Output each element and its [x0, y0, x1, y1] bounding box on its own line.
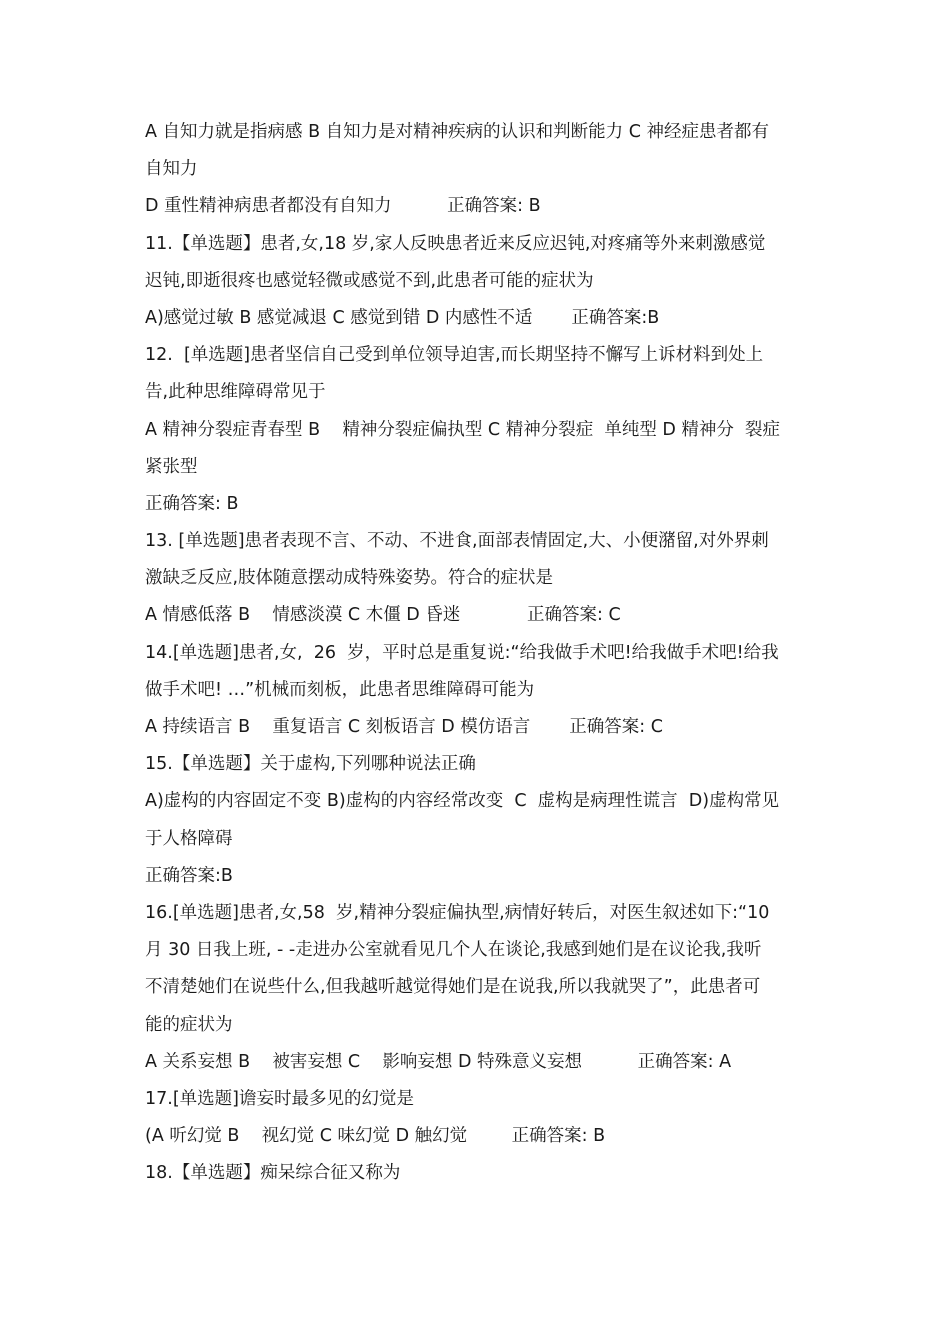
text-line: 11.【单选题】患者,女,18 岁,家人反映患者近来反应迟钝,对疼痛等外来刺激感觉: [145, 233, 766, 254]
text-line: A)感觉过敏 B 感觉减退 C 感觉到错 D 内感性不适 正确答案:B: [145, 307, 660, 328]
text-line: A 精神分裂症青春型 B 精神分裂症偏执型 C 精神分裂症 单纯型 D 精神分 裂症: [145, 419, 781, 440]
text-line: A 关系妄想 B 被害妄想 C 影响妄想 D 特殊意义妄想 正确答案: A: [145, 1051, 732, 1072]
text-line: 迟钝,即逝很疼也感觉轻微或感觉不到,此患者可能的症状为: [145, 270, 594, 291]
text-line: 紧张型: [145, 456, 198, 477]
text-line: A 情感低落 B 情感淡漠 C 木僵 D 昏迷 正确答案: C: [145, 605, 621, 626]
text-line: 12. [单选题]患者坚信自己受到单位领导迫害,而长期坚持不懈写上诉材料到处上: [145, 345, 764, 366]
text-line: (A 听幻觉 B 视幻觉 C 味幻觉 D 触幻觉 正确答案: B: [145, 1126, 606, 1147]
text-line: 17.[单选题]谵妄时最多见的幻觉是: [145, 1088, 414, 1109]
text-line: 不清楚她们在说些什么,但我越听越觉得她们是在说我,所以我就哭了”，此患者可: [145, 977, 761, 998]
text-line: 18.【单选题】痴呆综合征又称为: [145, 1163, 401, 1184]
text-line: 正确答案: B: [145, 493, 239, 514]
text-line: 正确答案:B: [145, 865, 233, 886]
text-line: 15.【单选题】关于虚构,下列哪种说法正确: [145, 754, 476, 775]
text-line: 16.[单选题]患者,女,58 岁,精神分裂症偏执型,病情好转后，对医生叙述如下:“10: [145, 902, 770, 923]
text-line: 激缺乏反应,肢体随意摆动成特殊姿势。符合的症状是: [145, 568, 554, 589]
text-line: A 持续语言 B 重复语言 C 刻板语言 D 模仿语言 正确答案: C: [145, 717, 663, 737]
text-line: 能的症状为: [145, 1014, 233, 1035]
document-body: [145, 114, 810, 1192]
text-line: 做手术吧! …”机械而刻板，此患者思维障碍可能为: [145, 679, 535, 700]
text-line: 月 30 日我上班, - -走进办公室就看见几个人在谈论,我感到她们是在议论我,我听: [145, 940, 762, 961]
text-line: A)虚构的内容固定不变 B)虚构的内容经常改变 C 虚构是病理性谎言 D)虚构常见: [145, 791, 780, 812]
text-line: 14.[单选题]患者,女, 26 岁，平时总是重复说:“给我做手术吧!给我做手术吧!给我: [145, 642, 779, 663]
text-line: D 重性精神病患者都没有自知力 正确答案: B: [145, 196, 541, 217]
text-line: 13. [单选题]患者表现不言、不动、不进食,面部表情固定,大、小便潴留,对外界刺: [145, 531, 769, 552]
text-line: 于人格障碍: [145, 828, 233, 849]
text-line: A 自知力就是指病感 B 自知力是对精神疾病的认识和判断能力 C 神经症患者都有: [145, 122, 770, 142]
text-line: 自知力: [145, 159, 198, 180]
text-line: 告,此种思维障碍常见于: [145, 382, 326, 403]
